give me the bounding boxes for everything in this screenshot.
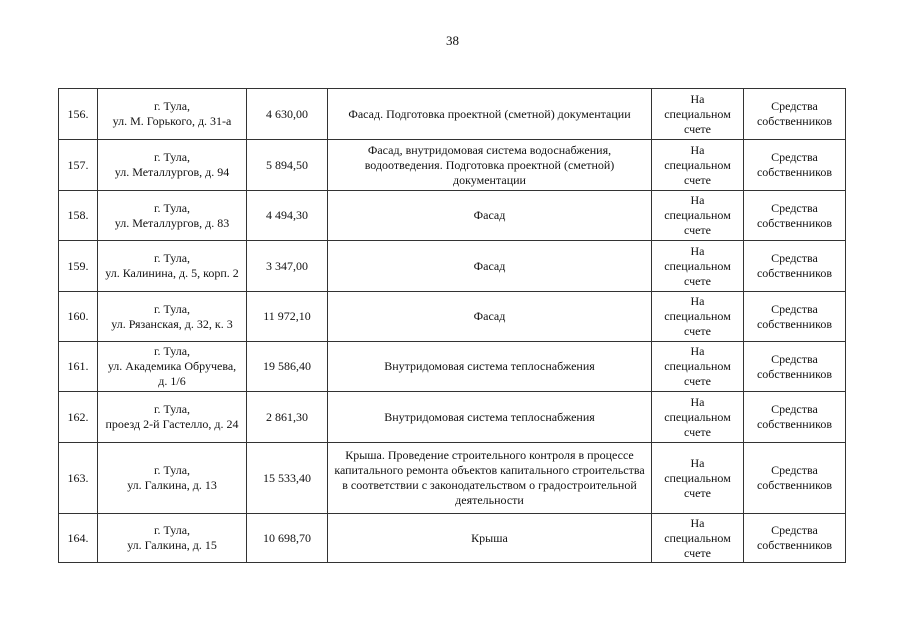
address-street: проезд 2-й Гастелло, д. 24 [105, 417, 239, 431]
address-cell [98, 241, 247, 292]
table-row [59, 443, 846, 514]
account-cell: На специальном счете [652, 514, 744, 563]
address-street: ул. Галкина, д. 15 [127, 538, 217, 552]
address-street: ул. Академика Обручева, д. 1/6 [107, 359, 237, 388]
row-number: 160. [59, 292, 98, 342]
row-number: 156. [59, 89, 98, 140]
cost-cell: 11 972,10 [247, 292, 328, 342]
address-cell [98, 392, 247, 443]
funding-source-cell: Средства собственников [744, 241, 846, 292]
address-city: г. Тула, [153, 99, 191, 113]
cost-cell: 3 347,00 [247, 241, 328, 292]
account-cell: На специальном счете [652, 443, 744, 514]
table-row [59, 241, 846, 292]
account-cell: На специальном счете [652, 241, 744, 292]
account-cell: На специальном счете [652, 140, 744, 191]
address-cell [98, 89, 247, 140]
account-cell: На специальном счете [652, 292, 744, 342]
address-street: ул. Металлургов, д. 94 [114, 165, 230, 179]
cost-cell: 5 894,50 [247, 140, 328, 191]
work-type-cell: Фасад, внутридомовая система водоснабжения, водоотведения. Подготовка проектной (сметной) документации [328, 140, 652, 191]
funding-source-cell: Средства собственников [744, 392, 846, 443]
address-street: ул. Металлургов, д. 83 [114, 215, 230, 230]
table-row [59, 89, 846, 140]
table-row [59, 292, 846, 342]
address-city: г. Тула, [153, 463, 191, 477]
funding-source-cell: Средства собственников [744, 140, 846, 191]
funding-source-cell: Средства собственников [744, 191, 846, 241]
account-cell: На специальном счете [652, 342, 744, 392]
address-city: г. Тула, [153, 402, 191, 416]
work-type-cell: Фасад [328, 241, 652, 292]
address-cell [98, 514, 247, 563]
row-number: 162. [59, 392, 98, 443]
table-row [59, 392, 846, 443]
funding-source-cell: Средства собственников [744, 89, 846, 140]
address-city: г. Тула, [153, 523, 191, 537]
work-type-cell: Крыша [328, 514, 652, 563]
row-number: 164. [59, 514, 98, 563]
row-number: 157. [59, 140, 98, 191]
account-cell: На специальном счете [652, 392, 744, 443]
address-city: г. Тула, [153, 200, 191, 215]
cost-cell: 4 494,30 [247, 191, 328, 241]
address-cell [98, 342, 247, 392]
row-number: 158. [59, 191, 98, 241]
account-cell: На специальном счете [652, 191, 744, 241]
address-city: г. Тула, [153, 251, 191, 265]
work-type-cell: Крыша. Проведение строительного контроля в процессе капитального ремонта объектов капитального строительства в соответствии с законодательством о градостроительной деятельности [328, 443, 652, 514]
table-row [59, 191, 846, 241]
address-street: ул. М. Горького, д. 31-а [112, 114, 232, 128]
address-cell [98, 140, 247, 191]
repair-registry-table [58, 88, 846, 563]
account-cell: На специальном счете [652, 89, 744, 140]
address-street: ул. Галкина, д. 13 [127, 478, 217, 492]
table-row [59, 342, 846, 392]
work-type-cell: Внутридомовая система теплоснабжения [328, 392, 652, 443]
table-row [59, 140, 846, 191]
page-number: 38 [446, 33, 459, 48]
row-number: 159. [59, 241, 98, 292]
cost-cell: 15 533,40 [247, 443, 328, 514]
address-cell [98, 292, 247, 342]
address-city: г. Тула, [153, 301, 191, 316]
funding-source-cell: Средства собственников [744, 342, 846, 392]
cost-cell: 10 698,70 [247, 514, 328, 563]
address-cell [98, 191, 247, 241]
funding-source-cell: Средства собственников [744, 514, 846, 563]
cost-cell: 2 861,30 [247, 392, 328, 443]
work-type-cell: Фасад [328, 191, 652, 241]
work-type-cell: Внутридомовая система теплоснабжения [328, 342, 652, 392]
row-number: 163. [59, 443, 98, 514]
address-cell [98, 443, 247, 514]
address-city: г. Тула, [153, 150, 191, 164]
funding-source-cell: Средства собственников [744, 443, 846, 514]
cost-cell: 19 586,40 [247, 342, 328, 392]
address-street: ул. Калинина, д. 5, корп. 2 [105, 266, 239, 280]
funding-source-cell: Средства собственников [744, 292, 846, 342]
address-street: ул. Рязанская, д. 32, к. 3 [111, 316, 233, 331]
work-type-cell: Фасад. Подготовка проектной (сметной) документации [328, 89, 652, 140]
table-row [59, 514, 846, 563]
work-type-cell: Фасад [328, 292, 652, 342]
cost-cell: 4 630,00 [247, 89, 328, 140]
row-number: 161. [59, 342, 98, 392]
address-city: г. Тула, [153, 344, 191, 358]
